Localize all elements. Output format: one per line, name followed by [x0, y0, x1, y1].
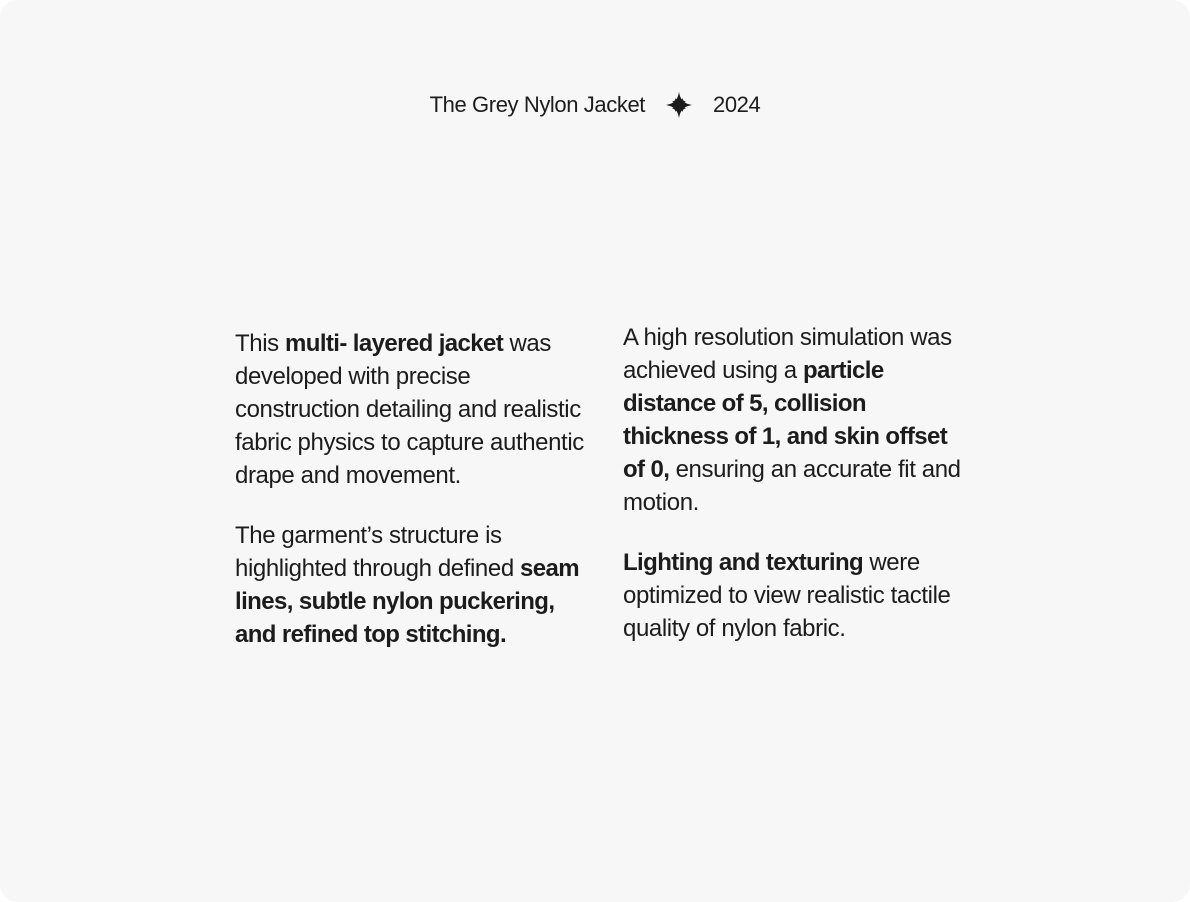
text-segment: was developed with precise construction detailing and realistic fabric physics to capture authentic drape and movement.: [235, 330, 584, 489]
bold-text-segment: multi- layered jacket: [285, 330, 504, 357]
lighting-paragraph: [623, 546, 963, 645]
simulation-paragraph: [623, 321, 963, 519]
text-segment: ensuring an accurate fit and motion.: [623, 456, 961, 516]
project-title: The Grey Nylon Jacket: [429, 92, 645, 117]
text-segment: were optimized to view realistic tactile quality of nylon fabric.: [623, 549, 951, 642]
project-header: [0, 88, 1190, 122]
jacket-description-paragraph: [235, 327, 597, 492]
text-segment: This: [235, 330, 286, 357]
bold-text-segment: Lighting and texturing: [623, 549, 864, 576]
bold-text-segment: seam lines, subtle nylon puckering, and refined top stitching.: [235, 555, 580, 648]
text-segment: The garment’s structure is highlighted through defined: [235, 522, 521, 582]
bold-text-segment: particle distance of 5, collision thickness of 1, and skin offset of 0,: [623, 357, 948, 483]
left-column: [235, 327, 597, 651]
sparkle-icon: [665, 91, 693, 119]
garment-structure-paragraph: [235, 519, 597, 651]
text-segment: A high resolution simulation was achieved using a: [623, 324, 952, 384]
right-column: [623, 321, 963, 645]
project-year: 2024: [713, 92, 761, 117]
